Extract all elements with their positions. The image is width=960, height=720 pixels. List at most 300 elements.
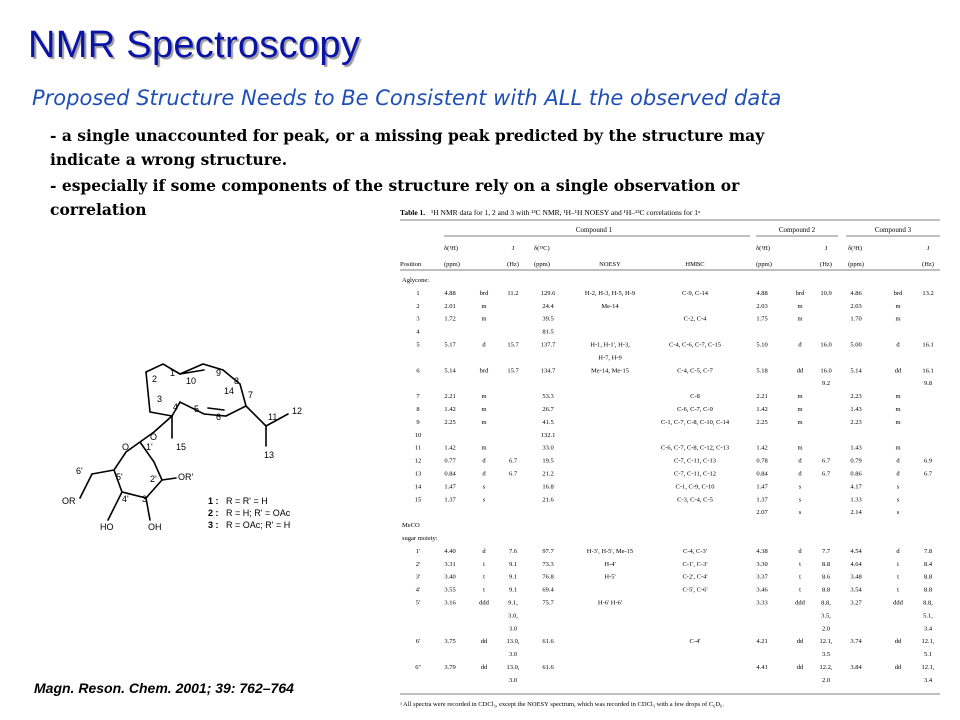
table-cell-noesy: H-5' <box>604 573 616 581</box>
table-cell-h3: 2.14 <box>850 509 862 517</box>
column-header: NOESY <box>599 261 621 268</box>
table-cell-hmbc: C-9, C-14 <box>682 289 708 297</box>
column-header: δ(¹H) <box>444 245 459 252</box>
table-cell-j2: 8.8 <box>821 560 831 568</box>
table-cell-j1: 3.0 <box>508 651 518 659</box>
table-cell-j2: 3.5, <box>821 612 831 620</box>
group-label: O <box>150 432 158 442</box>
table-cell-m2: d <box>798 457 802 465</box>
table-cell-hmbc: C-1', C-3' <box>682 560 708 568</box>
ring-number: 12 <box>292 406 303 416</box>
table-cell-j2: 3.5 <box>821 651 831 659</box>
ring-number: 5 <box>194 404 200 414</box>
table-cell-h3: 0.86 <box>850 470 862 478</box>
sugar-number: 5' <box>116 472 123 482</box>
table-cell-c: 16.8 <box>542 483 554 491</box>
table-cell-h2: 1.37 <box>756 496 768 504</box>
group-label: HO <box>100 522 114 532</box>
table-cell-h2: 1.47 <box>756 483 768 491</box>
table-cell-c: 26.7 <box>542 406 554 413</box>
sugar-number: 4' <box>122 494 129 504</box>
table-cell-c: 53.3 <box>542 393 554 401</box>
slide-title: NMR Spectroscopy <box>28 24 361 66</box>
table-cell-m2: d <box>798 341 802 349</box>
ring-number: 14 <box>224 386 235 396</box>
table-cell-pos: 1 <box>416 289 420 297</box>
table-cell-m1: s <box>482 483 486 491</box>
table-cell-m3: d <box>896 341 900 349</box>
ring-number: 7 <box>248 390 254 400</box>
table-cell-j3: 16.1 <box>922 367 934 375</box>
column-header: HMBC <box>685 261 705 268</box>
table-cell-m2: t <box>799 560 801 568</box>
table-cell-noesy: H-2, H-3, H-5, H-9 <box>584 289 636 297</box>
slide-subtitle: Proposed Structure Needs to Be Consistent with ALL the observed data <box>32 86 782 110</box>
table-cell-j3: 6.9 <box>923 457 933 465</box>
table-cell-h1: 3.16 <box>444 599 456 607</box>
table-cell-m3: brd <box>893 289 903 297</box>
table-cell-c: 81.5 <box>542 328 554 336</box>
table-cell-c: 61.6 <box>542 638 554 646</box>
table-footnote: ᵃ All spectra were recorded in CDCl₃, except the NOESY spectrum, which was recorded in CDCl₃ with a few drops of C₆D₆. <box>400 701 724 708</box>
column-header: δ(¹³C) <box>534 245 550 252</box>
table-cell-pos: 5' <box>415 599 421 607</box>
table-cell-pos: sugar moiety: <box>402 535 438 542</box>
table-cell-m3: s <box>896 496 900 504</box>
sugar-number: 3' <box>142 494 149 504</box>
table-cell-m2: dd <box>796 367 804 375</box>
group-header: Compound 3 <box>874 226 912 234</box>
table-cell-h2: 4.38 <box>756 547 768 555</box>
table-cell-m3: dd <box>894 638 902 646</box>
table-cell-h3: 5.14 <box>850 367 862 375</box>
bullet-point-1: - a single unaccounted for peak, or a missing peak predicted by the structure may indicate a wrong structure. <box>50 126 765 169</box>
table-cell-m2: m <box>797 302 803 310</box>
table-cell-noesy: H-7, H-9 <box>598 354 622 362</box>
table-cell-h3: 2.03 <box>850 302 862 310</box>
table-cell-h1: 1.37 <box>444 496 456 504</box>
table-cell-h1: 1.47 <box>444 483 456 491</box>
table-cell-j3: 8.8, <box>923 599 933 607</box>
table-cell-m2: m <box>797 444 803 452</box>
group-label: OR <box>62 496 76 506</box>
table-cell-pos: 5 <box>416 341 420 349</box>
table-cell-hmbc: C-2, C-4 <box>683 315 707 323</box>
table-cell-j3: 3.4 <box>923 676 933 684</box>
table-cell-m1: d <box>482 341 486 349</box>
table-cell-pos: 9 <box>416 418 420 426</box>
table-cell-hmbc: C-7, C-11, C-13 <box>673 457 717 465</box>
table-cell-j1: 3.0, <box>508 612 518 620</box>
group-header: Compound 2 <box>778 226 816 234</box>
table-cell-j1: 7.6 <box>508 547 518 555</box>
bullet-point-2: - especially if some components of the structure rely on a single observation or correlation <box>50 176 740 219</box>
table-cell-h2: 3.33 <box>756 599 768 607</box>
table-cell-m1: d <box>482 470 486 478</box>
ring-number: 1 <box>170 368 176 378</box>
table-cell-j2: 12.2, <box>819 664 833 671</box>
table-cell-hmbc: C-1, C-9, C-10 <box>675 483 715 491</box>
table-cell-pos: 14 <box>414 483 422 491</box>
table-cell-j1: 9.1 <box>508 560 518 568</box>
table-caption: ¹H NMR data for 1, 2 and 3 with ¹³C NMR, ¹H–¹H NOESY and ¹H–¹³C correlations for 1ᵃ <box>431 208 701 217</box>
table-cell-h1: 2.21 <box>444 393 456 401</box>
table-cell-h3: 4.54 <box>850 547 862 555</box>
ring-number: 10 <box>186 376 197 386</box>
table-cell-h2: 4.21 <box>756 638 768 646</box>
table-cell-c: 21.2 <box>542 470 554 478</box>
table-cell-m2: m <box>797 393 803 401</box>
table-cell-m1: m <box>481 444 487 452</box>
table-cell-hmbc: C-4, C-5, C-7 <box>677 367 713 375</box>
column-header: (Hz) <box>820 261 832 268</box>
table-cell-pos: 6'' <box>415 664 421 671</box>
table-cell-m2: s <box>798 483 802 491</box>
table-caption-label: Table 1. <box>400 208 426 217</box>
table-cell-noesy: H-6' H-6' <box>597 599 623 607</box>
table-cell-j3: 12.1, <box>921 638 935 646</box>
legend-text: R = OAc; R' = H <box>226 520 291 530</box>
table-cell-j2: 7.7 <box>821 547 831 555</box>
column-header: δ(¹H) <box>848 245 863 252</box>
legend-id: 1 : <box>208 496 219 506</box>
table-cell-c: 19.5 <box>542 457 554 465</box>
ring-number: 9 <box>216 368 222 378</box>
table-cell-h3: 3.27 <box>850 599 862 607</box>
table-cell-pos: 10 <box>414 431 422 439</box>
table-cell-m3: t <box>897 560 899 568</box>
table-cell-h3: 1.70 <box>850 315 862 323</box>
table-cell-h2: 2.25 <box>756 418 768 426</box>
table-cell-m2: t <box>799 586 801 594</box>
table-cell-h3: 3.74 <box>850 638 862 646</box>
table-cell-j2: 8.8, <box>821 599 831 607</box>
table-cell-c: 69.4 <box>542 586 554 594</box>
table-cell-m1: ddd <box>479 599 489 607</box>
table-cell-m1: d <box>482 547 486 555</box>
table-cell-m1: brd <box>479 367 489 375</box>
table-cell-h1: 3.55 <box>444 586 456 594</box>
legend-text: R = H; R' = OAc <box>226 508 291 518</box>
table-cell-h1: 3.40 <box>444 573 456 581</box>
column-header: (ppm) <box>848 261 864 268</box>
table-cell-m3: t <box>897 586 899 594</box>
table-cell-c: 21.6 <box>542 496 554 504</box>
table-cell-c: 137.7 <box>540 341 556 349</box>
table-cell-pos: 7 <box>416 393 420 401</box>
table-cell-m1: m <box>481 406 487 413</box>
table-cell-j1: 15.7 <box>507 341 519 349</box>
table-cell-h2: 4.41 <box>756 664 768 671</box>
table-cell-hmbc: C-6, C-7, C-9 <box>677 406 713 413</box>
table-cell-j2: 16.0 <box>820 367 832 375</box>
table-cell-m3: m <box>895 406 901 413</box>
column-header: Position <box>400 261 422 268</box>
table-cell-j3: 3.4 <box>923 625 933 633</box>
table-cell-m2: s <box>798 496 802 504</box>
table-cell-h1: 1.72 <box>444 315 456 323</box>
table-cell-h2: 2.21 <box>756 393 768 401</box>
table-cell-m2: brd <box>795 289 805 297</box>
column-header: δ(¹H) <box>756 245 771 252</box>
table-cell-j2: 2.0 <box>821 676 831 684</box>
table-cell-h1: 2.25 <box>444 418 456 426</box>
table-cell-m1: s <box>482 496 486 504</box>
ring-number: 11 <box>268 412 278 422</box>
table-cell-pos: 4' <box>415 586 421 594</box>
table-cell-m2: s <box>798 509 802 517</box>
table-cell-m3: t <box>897 573 899 581</box>
table-cell-hmbc: C-5', C-6' <box>682 586 708 594</box>
table-cell-hmbc: C-7, C-11, C-12 <box>673 470 717 478</box>
table-cell-h3: 4.86 <box>850 289 862 297</box>
table-cell-c: 73.3 <box>542 560 554 568</box>
table-cell-m1: m <box>481 302 487 310</box>
table-cell-m1: t <box>483 560 485 568</box>
table-cell-h1: 2.01 <box>444 302 456 310</box>
table-cell-c: 24.4 <box>542 302 554 310</box>
table-cell-pos: MeCO <box>402 522 420 530</box>
table-cell-j2: 8.8 <box>821 586 831 594</box>
legend-text: R = R' = H <box>226 496 268 506</box>
table-cell-h1: 3.75 <box>444 638 456 646</box>
table-cell-m2: d <box>798 547 802 555</box>
table-cell-m2: ddd <box>795 599 805 607</box>
group-label: OH <box>148 522 162 532</box>
table-cell-m3: m <box>895 444 901 452</box>
table-cell-h2: 5.18 <box>756 367 768 375</box>
table-cell-pos: 2' <box>415 560 421 568</box>
table-cell-m1: m <box>481 418 487 426</box>
table-cell-j2: 6.7 <box>821 470 831 478</box>
table-cell-j3: 9.8 <box>923 380 933 388</box>
table-cell-h1: 4.88 <box>444 289 456 297</box>
table-cell-m3: dd <box>894 367 902 375</box>
sugar-number: 6' <box>76 466 83 476</box>
table-cell-h3: 3.84 <box>850 664 862 671</box>
table-cell-h3: 1.33 <box>850 496 862 504</box>
table-cell-h3: 3.48 <box>850 573 862 581</box>
table-cell-pos: 15 <box>414 496 422 504</box>
table-cell-h2: 4.88 <box>756 289 768 297</box>
table-cell-j3: 13.2 <box>922 289 934 297</box>
table-cell-hmbc: C-1, C-7, C-8, C-10, C-14 <box>660 418 730 426</box>
ring-number: 3 <box>157 394 163 404</box>
table-cell-c: 134.7 <box>540 367 556 375</box>
ring-number: 4 <box>173 402 179 412</box>
table-cell-h1: 4.40 <box>444 547 456 555</box>
table-cell-j1: 9.1 <box>508 586 518 594</box>
group-label: OR' <box>178 472 194 482</box>
table-cell-pos: 1' <box>415 547 421 555</box>
table-cell-c: 75.7 <box>542 599 554 607</box>
table-cell-c: 61.6 <box>542 664 554 671</box>
table-cell-j2: 10.9 <box>820 289 832 297</box>
table-cell-m1: t <box>483 573 485 581</box>
table-cell-j1: 3.0 <box>508 625 518 633</box>
column-header: (ppm) <box>444 261 460 268</box>
table-cell-m1: dd <box>480 664 488 671</box>
table-cell-h2: 2.07 <box>756 509 768 517</box>
table-cell-m1: m <box>481 315 487 323</box>
table-cell-h2: 2.03 <box>756 302 768 310</box>
table-cell-h3: 4.64 <box>850 560 862 568</box>
table-cell-c: 33.0 <box>542 444 554 452</box>
ring-number: 6 <box>216 412 222 422</box>
table-cell-hmbc: C-4, C-3' <box>683 547 707 555</box>
table-cell-h3: 3.54 <box>850 586 862 594</box>
table-cell-hmbc: C-3, C-4, C-5 <box>677 496 713 504</box>
table-cell-noesy: H-3', H-5', Me-15 <box>586 547 634 555</box>
group-header: Compound 1 <box>575 226 613 234</box>
table-cell-m2: dd <box>796 664 804 671</box>
table-cell-m3: ddd <box>893 599 903 607</box>
table-cell-h1: 1.42 <box>444 444 456 452</box>
table-cell-h2: 1.75 <box>756 315 768 323</box>
table-cell-pos: 3' <box>415 573 421 581</box>
table-cell-h1: 1.42 <box>444 406 456 413</box>
table-cell-pos: 8 <box>416 406 420 413</box>
table-cell-j3: 8.8 <box>923 586 933 594</box>
table-cell-h1: 5.17 <box>444 341 456 349</box>
table-cell-j2: 8.6 <box>821 573 831 581</box>
column-header: (Hz) <box>922 261 934 268</box>
table-cell-c: 76.8 <box>542 573 554 581</box>
group-label: O <box>122 442 130 452</box>
table-cell-j3: 16.1 <box>922 341 934 349</box>
table-cell-m1: d <box>482 457 486 465</box>
table-cell-j3: 6.7 <box>923 470 933 478</box>
table-cell-h3: 0.79 <box>850 457 862 465</box>
table-cell-m3: d <box>896 470 900 478</box>
nmr-data-table <box>398 204 942 714</box>
table-cell-c: 41.5 <box>542 418 554 426</box>
table-cell-m3: s <box>896 509 900 517</box>
table-cell-j3: 5.1 <box>923 651 933 659</box>
column-header: J <box>824 245 828 252</box>
table-cell-hmbc: C-2', C-4' <box>682 573 708 581</box>
table-cell-noesy: H-4' <box>604 560 616 568</box>
legend-id: 3 : <box>208 520 219 530</box>
table-cell-j2: 12.1, <box>819 638 833 646</box>
table-cell-j1: 15.7 <box>507 367 519 375</box>
table-cell-pos: 3 <box>416 315 420 323</box>
table-cell-j1: 13.0, <box>506 664 520 671</box>
table-cell-m3: s <box>896 483 900 491</box>
table-cell-c: 132.1 <box>540 431 556 439</box>
table-cell-h1: 0.77 <box>444 457 456 465</box>
table-cell-m3: m <box>895 418 901 426</box>
table-cell-c: 129.6 <box>540 289 556 297</box>
table-cell-j1: 6.7 <box>508 457 518 465</box>
table-cell-j1: 9.1, <box>508 599 518 607</box>
table-cell-h1: 5.14 <box>444 367 456 375</box>
table-cell-j3: 12.1, <box>921 664 935 671</box>
table-cell-m1: brd <box>479 289 489 297</box>
table-cell-m1: t <box>483 586 485 594</box>
table-cell-h3: 1.43 <box>850 406 862 413</box>
table-cell-h2: 3.46 <box>756 586 768 594</box>
ring-number: 2 <box>152 374 158 384</box>
column-header: (ppm) <box>756 261 772 268</box>
column-header: (Hz) <box>507 261 519 268</box>
table-cell-pos: 6' <box>415 638 421 646</box>
table-cell-h2: 3.37 <box>756 573 768 581</box>
table-cell-j2: 6.7 <box>821 457 831 465</box>
table-cell-m2: t <box>799 573 801 581</box>
table-cell-hmbc: C-4, C-6, C-7, C-15 <box>669 341 721 349</box>
table-cell-m2: dd <box>796 638 804 646</box>
table-cell-m1: m <box>481 393 487 401</box>
table-cell-h3: 4.17 <box>850 483 862 491</box>
table-cell-j1: 6.7 <box>508 470 518 478</box>
table-cell-h2: 0.84 <box>756 470 768 478</box>
table-cell-m3: m <box>895 393 901 401</box>
column-header: (ppm) <box>534 261 550 268</box>
ring-number: 15 <box>176 442 187 452</box>
table-cell-pos: 11 <box>414 444 422 452</box>
table-cell-j2: 2.0 <box>821 625 831 633</box>
table-cell-j2: 16.0 <box>820 341 832 349</box>
table-cell-h2: 1.42 <box>756 444 768 452</box>
table-cell-hmbc: C-4' <box>689 638 701 646</box>
sugar-number: 1' <box>146 442 153 452</box>
table-cell-j1: 13.0, <box>506 638 520 646</box>
table-cell-h2: 0.78 <box>756 457 768 465</box>
citation: Magn. Reson. Chem. 2001; 39: 762–764 <box>34 680 294 696</box>
table-cell-c: 97.7 <box>542 547 554 555</box>
ring-number: 13 <box>264 450 275 460</box>
table-cell-h1: 3.79 <box>444 664 456 671</box>
table-cell-h1: 3.31 <box>444 560 456 568</box>
column-header: J <box>926 245 930 252</box>
table-cell-m1: dd <box>480 638 488 646</box>
table-cell-h3: 5.00 <box>850 341 862 349</box>
table-cell-h3: 2.23 <box>850 418 862 426</box>
table-cell-j3: 8.8 <box>923 573 933 581</box>
table-cell-hmbc: C-6, C-7, C-8, C-12, C-13 <box>660 444 730 452</box>
table-cell-h2: 5.10 <box>756 341 768 349</box>
table-cell-m2: d <box>798 470 802 478</box>
table-cell-c: 39.5 <box>542 315 554 323</box>
table-cell-m3: m <box>895 315 901 323</box>
table-cell-j3: 5.1, <box>923 612 933 620</box>
table-cell-m2: m <box>797 418 803 426</box>
table-cell-h1: 0.84 <box>444 470 456 478</box>
table-cell-h3: 1.43 <box>850 444 862 452</box>
table-cell-j2: 9.2 <box>821 380 831 388</box>
sugar-number: 2' <box>150 474 157 484</box>
table-cell-m3: d <box>896 457 900 465</box>
table-cell-h2: 1.42 <box>756 406 768 413</box>
table-cell-j1: 9.1 <box>508 573 518 581</box>
legend-id: 2 : <box>208 508 219 518</box>
table-cell-j1: 11.2 <box>507 289 519 297</box>
table-cell-pos: 6 <box>416 367 420 375</box>
table-cell-j1: 3.0 <box>508 676 518 684</box>
table-cell-noesy: H-1, H-1', H-3, <box>590 341 630 349</box>
table-cell-j3: 7.8 <box>923 547 933 555</box>
table-cell-m3: d <box>896 547 900 555</box>
table-cell-pos: 12 <box>414 457 422 465</box>
table-cell-pos: Aglycone: <box>402 277 430 284</box>
chemical-structure <box>58 350 388 560</box>
table-cell-m3: dd <box>894 664 902 671</box>
table-cell-m3: m <box>895 302 901 310</box>
table-cell-h2: 3.30 <box>756 560 768 568</box>
table-cell-pos: 4 <box>416 328 420 336</box>
table-cell-noesy: Me-14, Me-15 <box>591 367 629 375</box>
